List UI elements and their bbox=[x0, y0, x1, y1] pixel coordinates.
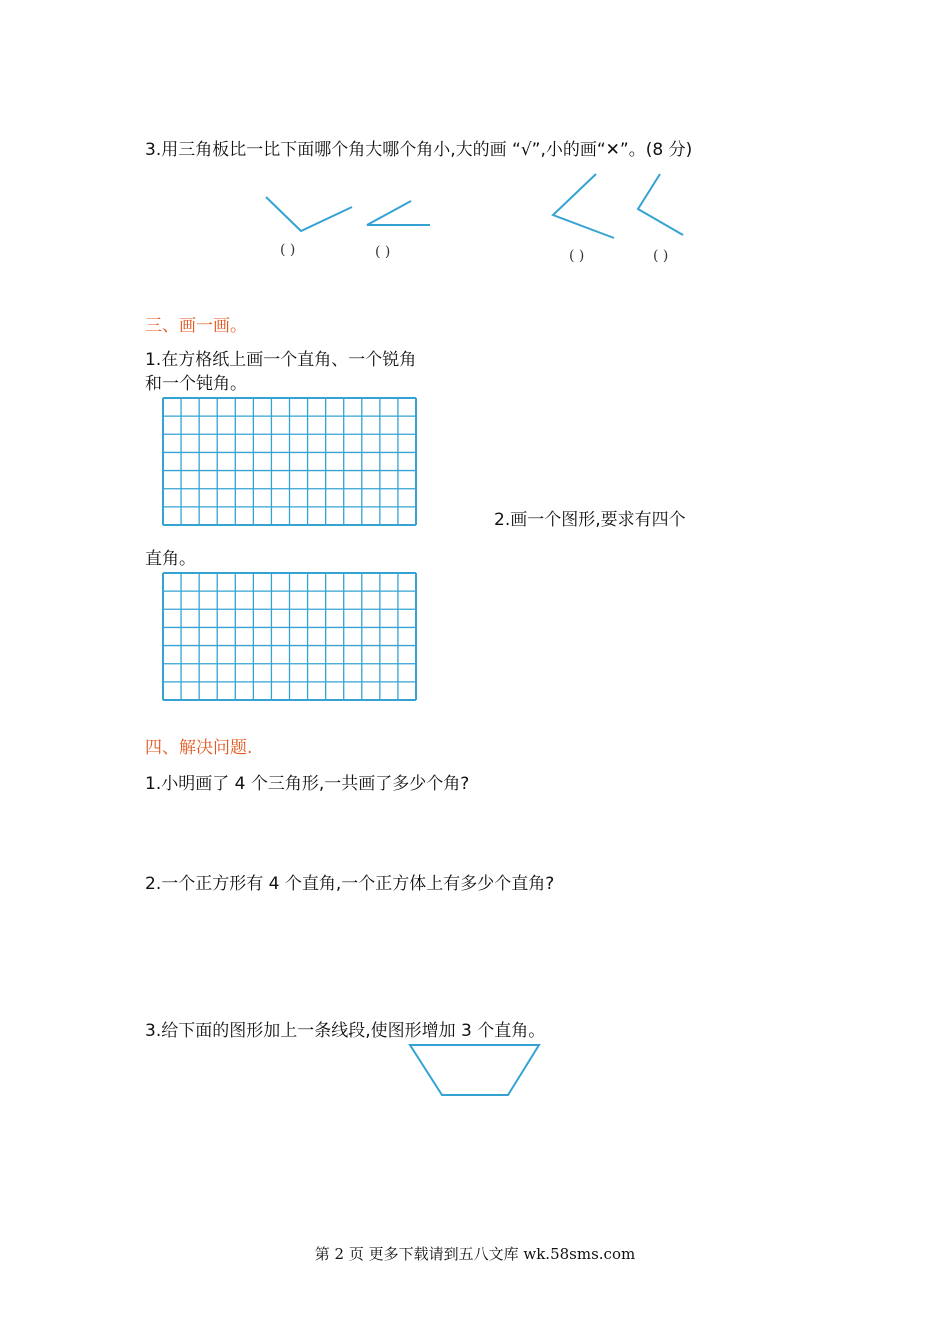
section3-heading: 三、画一画。 bbox=[145, 316, 247, 336]
grid-paper-2[interactable] bbox=[162, 572, 417, 701]
angle-4 bbox=[638, 174, 683, 235]
section3-q2-line1: 2.画一个图形,要求有四个 bbox=[494, 510, 686, 530]
section4-heading: 四、解决问题. bbox=[145, 738, 253, 758]
section4-q2: 2.一个正方形有 4 个直角,一个正方体上有多少个直角? bbox=[145, 874, 555, 894]
answer-paren-3[interactable]: ( ) bbox=[569, 248, 585, 264]
angle-2 bbox=[367, 201, 430, 225]
answer-paren-1[interactable]: ( ) bbox=[280, 242, 296, 258]
section4-q1: 1.小明画了 4 个三角形,一共画了多少个角? bbox=[145, 774, 470, 794]
answer-paren-4[interactable]: ( ) bbox=[653, 248, 669, 264]
section3-q1-line1: 1.在方格纸上画一个直角、一个锐角 bbox=[145, 350, 417, 370]
answer-paren-2[interactable]: ( ) bbox=[375, 244, 391, 260]
section3-q2-line2: 直角。 bbox=[145, 549, 196, 569]
angle-3 bbox=[553, 174, 614, 238]
angle-1 bbox=[266, 197, 352, 231]
q3-compare-text: 3.用三角板比一比下面哪个角大哪个角小,大的画 “√”,小的画“✕”。(8 分) bbox=[145, 140, 693, 160]
page-footer: 第 2 页 更多下载请到五八文库 wk.58sms.com bbox=[314, 1245, 636, 1263]
section3-q1-line2: 和一个钝角。 bbox=[145, 374, 247, 394]
angle-figures bbox=[0, 160, 950, 280]
trapezoid-figure[interactable] bbox=[0, 1040, 950, 1110]
grid-paper-1[interactable] bbox=[162, 397, 417, 526]
section4-q3: 3.给下面的图形加上一条线段,使图形增加 3 个直角。 bbox=[145, 1021, 546, 1041]
